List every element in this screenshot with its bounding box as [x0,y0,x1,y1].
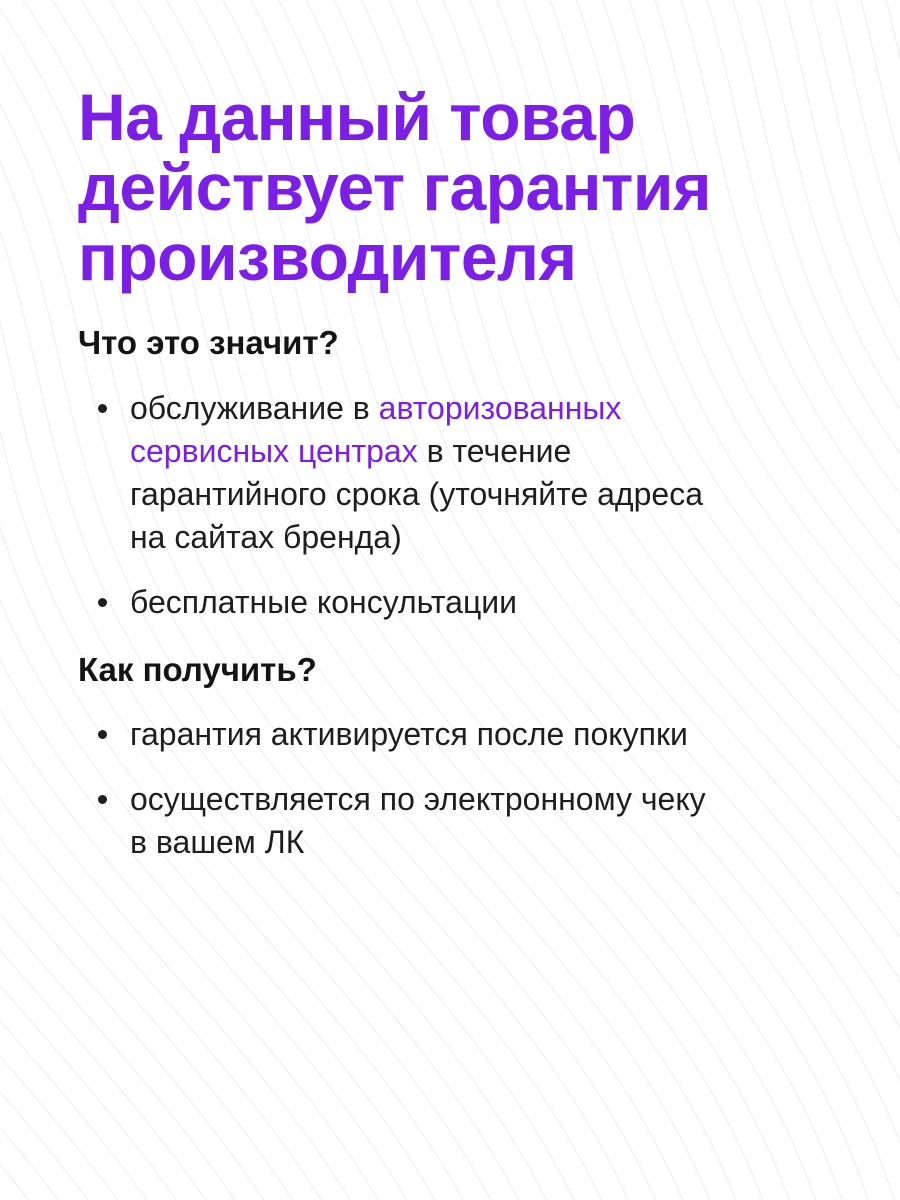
list-item-line [130,387,878,430]
list-item-free-consultations [78,581,878,624]
bullet-icon [98,404,107,413]
how-to-get-list [78,713,878,886]
headline-line-1: На данный товар [78,80,636,154]
section-title-meaning: Что это значит? [78,324,339,361]
benefits-list [78,387,878,646]
list-item-text: на сайтах бренда) [130,519,402,555]
headline-line-2: действует гарантия [78,150,711,224]
headline-line-3: производителя [78,220,577,294]
list-item-text: бесплатные консультации [130,584,518,620]
list-item-text: гарантийного срока (уточняйте адреса [130,476,703,512]
list-item-text: осуществляется по электронному чеку [130,781,706,817]
list-item-text: в течение [417,433,572,469]
bullet-icon [98,730,107,739]
bullet-icon [98,598,107,607]
bullet-icon [98,795,107,804]
section-title-how-to-get: Как получить? [78,651,317,688]
list-item-line [130,430,878,473]
service-centers-highlight: сервисных центрах [130,433,418,469]
headline [78,82,878,292]
list-item-service-centers [78,387,878,559]
list-item-text: гарантия активируется после покупки [130,716,688,752]
list-item-text: в вашем ЛК [130,824,305,860]
list-item-activation [78,713,878,756]
authorized-highlight: авторизованных [378,390,622,426]
list-item-electronic-receipt [78,778,878,864]
list-item-text: обслуживание в [130,390,379,426]
